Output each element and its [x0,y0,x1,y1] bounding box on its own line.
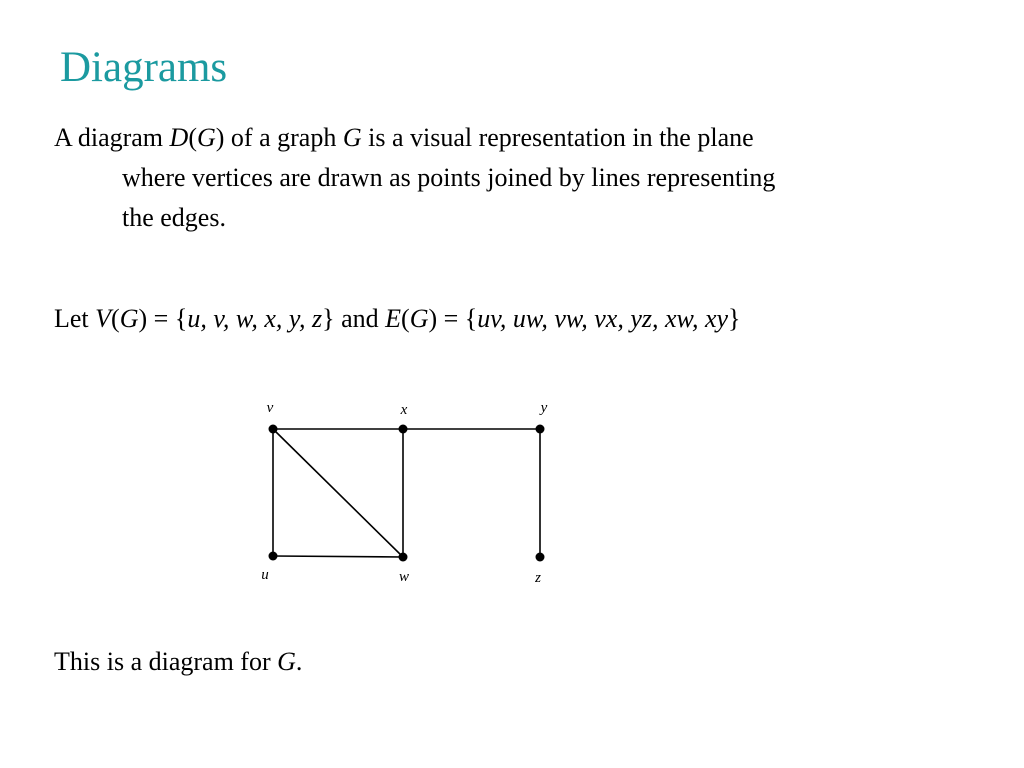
definition-line-2: where vertices are drawn as points joined by lines representing [122,163,776,192]
vertex-label-u: u [261,567,269,583]
vertex-label-y: y [540,400,548,416]
vertex-v [269,425,278,434]
vertex-label-x: x [400,402,408,418]
edge-set-list: uv, uw, vw, vx, yz, xw, xy [477,304,729,333]
vertex-y [536,425,545,434]
edge-uw [273,556,403,557]
edge-vw [273,429,403,557]
definition-line-1 [54,118,775,158]
caption-symbol-G: G [277,647,296,676]
definition-symbol-D: D [169,123,189,152]
vertex-u [269,552,278,561]
vertex-label-w: w [398,569,410,585]
definition-line-3: the edges. [122,203,226,232]
definition-symbol-G: G [196,123,216,152]
caption-text: This is a diagram for [54,647,278,676]
definition-text: ) of a graph [215,123,343,152]
caption-text: . [295,647,303,676]
definition-text: A diagram [54,123,170,152]
set-symbol-E: E [385,304,402,333]
vertex-set-list: u, v, w, x, y, z [187,304,323,333]
set-text: } and [322,304,386,333]
slide-title: Diagrams [60,44,228,91]
set-text: } [728,304,741,333]
vertex-label-z: z [535,570,541,586]
set-text: Let [54,304,96,333]
set-text: ( [111,304,120,333]
definition-symbol-G: G [342,123,362,152]
set-symbol-G: G [119,304,139,333]
definition-text: ( [188,123,197,152]
definition-text: is a visual representation in the plane [361,123,754,152]
vertex-x [399,425,408,434]
vertex-label-v: v [266,400,274,416]
set-text: ) = { [428,304,478,333]
set-symbol-V: V [95,304,112,333]
vertex-w [399,553,408,562]
set-text: ) = { [138,304,188,333]
caption [54,642,302,682]
set-symbol-G: G [409,304,429,333]
set-definition [54,299,741,339]
set-text: ( [401,304,410,333]
vertex-z [536,553,545,562]
definition-paragraph [54,118,775,238]
